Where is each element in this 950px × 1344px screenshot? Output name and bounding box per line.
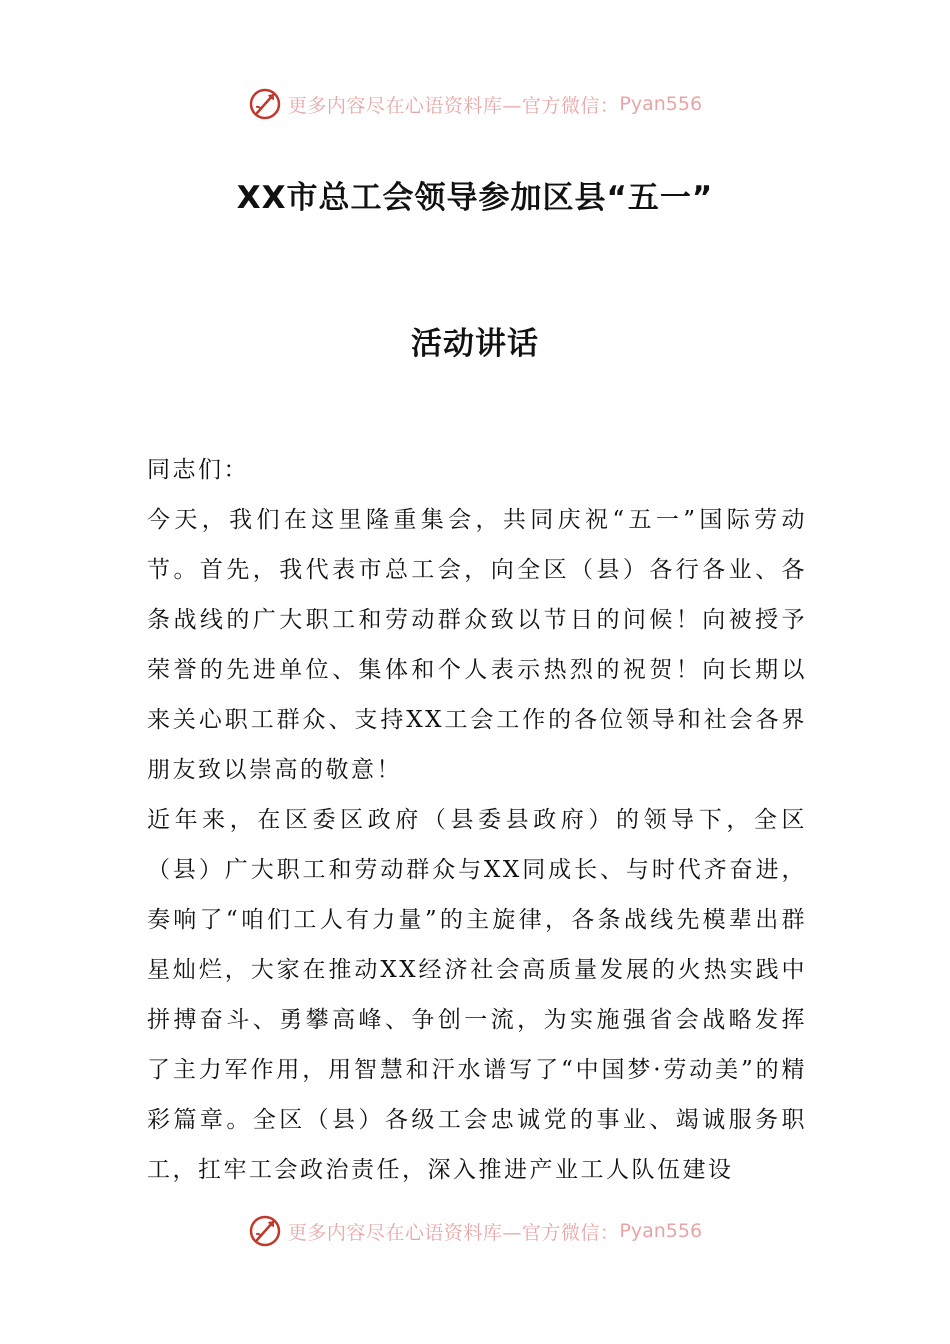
watermark-brand-text: 更多内容尽在心语资料库—官方微信： [287,1221,620,1244]
salutation: 同志们： [147,457,249,483]
document-body [147,445,807,1195]
watermark-handle: Pyan556 [619,1220,703,1242]
quill-logo-icon [248,1214,282,1248]
paragraph: 近年来，在区委区政府（县委县政府）的领导下，全区（县）广大职工和劳动群众与XX同成长、与时代齐奋进，奏响了“咱们工人有力量”的主旋律，各条战线先模辈出群星灿烂，大家在推动XX经济社会高质量发展的火热实践中拼搏奋斗、勇攀高峰、争创一流，为实施强省会战略发挥了主力军作用，用智慧和汗水谱写了“中国梦·劳动美”的精彩篇章。全区（县）各级工会忠诚党的事业、竭诚服务职工，扛牢工会政治责任，深入推进产业工人队伍建设 [147,807,807,1183]
watermark-handle: Pyan556 [619,93,703,115]
watermark-brand-text: 更多内容尽在心语资料库—官方微信： [287,94,620,117]
document-title-line-2: 活动讲话 [411,326,539,362]
watermark-footer [0,1211,950,1251]
quill-logo-icon [248,87,282,121]
paragraph: 今天，我们在这里隆重集会，共同庆祝“五一”国际劳动节。首先，我代表市总工会，向全区（县）各行各业、各条战线的广大职工和劳动群众致以节日的问候！向被授予荣誉的先进单位、集体和个人表示热烈的祝贺！向长期以来关心职工群众、支持XX工会工作的各位领导和社会各界朋友致以崇高的敬意！ [147,507,807,783]
watermark-header [0,84,950,124]
document-title-line-1: XX市总工会领导参加区县“五一” [236,180,714,216]
